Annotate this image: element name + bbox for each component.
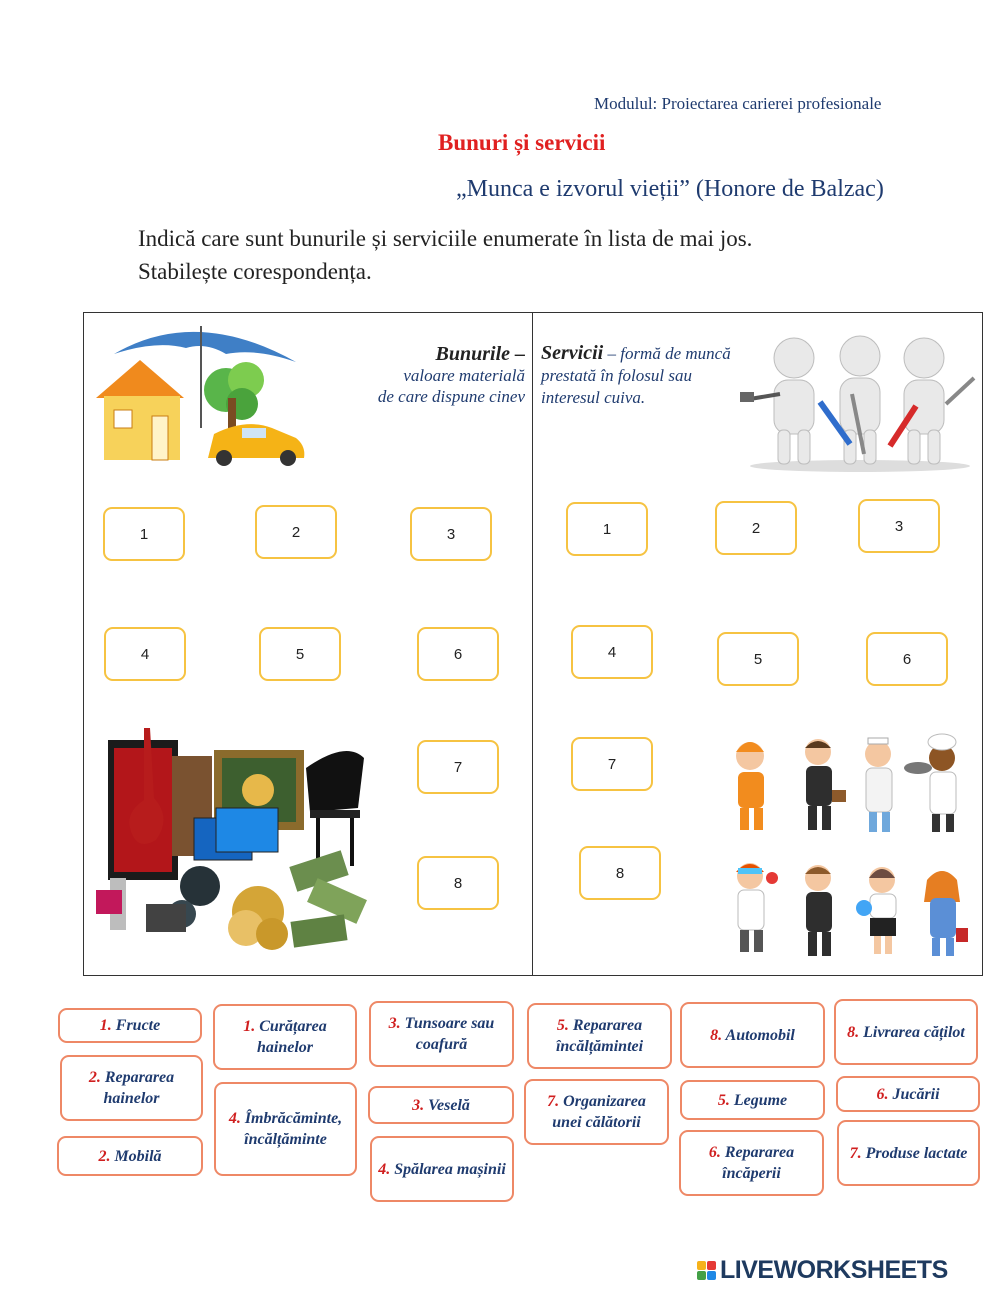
card-label: Repararea hainelor — [103, 1069, 175, 1107]
quote: „Munca e izvorul vieții” (Honore de Balzac) — [456, 176, 884, 202]
card-number: 1. — [99, 1017, 112, 1034]
services-slot-6[interactable]: 6 — [866, 632, 948, 686]
card-vesela[interactable] — [368, 1086, 514, 1124]
column-divider — [532, 312, 533, 976]
card-number: 4. — [228, 1110, 241, 1127]
goods-slot-8[interactable]: 8 — [417, 856, 499, 910]
card-jucarii[interactable] — [836, 1076, 980, 1112]
services-heading-title: Servicii — [541, 342, 604, 364]
card-imbracaminte[interactable] — [214, 1082, 357, 1176]
card-label: Livrarea cățilot — [863, 1023, 965, 1041]
card-organizarea-calatorii[interactable] — [524, 1079, 669, 1145]
services-slot-8[interactable]: 8 — [579, 846, 661, 900]
card-label: Produse lactate — [865, 1144, 968, 1162]
card-label: Tunsoare sau coafură — [404, 1015, 495, 1053]
card-tunsoare[interactable] — [369, 1001, 514, 1067]
services-slot-4[interactable]: 4 — [571, 625, 653, 679]
goods-desc-line-2: de care dispune cinev — [377, 387, 525, 406]
card-number: 6. — [708, 1144, 721, 1161]
card-label: Organizarea unei călătorii — [552, 1093, 646, 1131]
card-number: 7. — [849, 1144, 862, 1162]
card-legume[interactable] — [680, 1080, 825, 1120]
card-label: Legume — [733, 1091, 788, 1109]
services-desc-line-2: prestată în folosul sau — [541, 366, 692, 385]
card-fructe[interactable] — [58, 1008, 202, 1043]
goods-slot-2[interactable]: 2 — [255, 505, 337, 559]
card-repararea-incaperii[interactable] — [679, 1130, 824, 1196]
card-spalarea-masinii[interactable] — [370, 1136, 514, 1202]
card-number: 3. — [412, 1096, 425, 1114]
card-label: Veselă — [428, 1096, 470, 1114]
card-label: Repararea încălțămintei — [555, 1017, 644, 1055]
card-label: Automobil — [725, 1026, 795, 1044]
services-desc-line-3: interesul cuiva. — [541, 388, 646, 407]
card-produse-lactate[interactable] — [837, 1120, 980, 1186]
card-mobila[interactable] — [57, 1136, 203, 1176]
card-label: Spălarea mașinii — [394, 1160, 506, 1178]
goods-heading-title: Bunurile – — [435, 343, 525, 365]
card-number: 6. — [876, 1085, 889, 1103]
card-number: 5. — [556, 1017, 569, 1034]
services-slot-7[interactable]: 7 — [571, 737, 653, 791]
card-curatarea-hainelor[interactable] — [213, 1004, 357, 1070]
card-number: 2. — [88, 1069, 101, 1086]
card-number: 8. — [847, 1023, 860, 1041]
card-repararea-hainelor[interactable] — [60, 1055, 203, 1121]
card-label: Fructe — [115, 1017, 161, 1034]
page-title: Bunuri și servicii — [438, 130, 606, 155]
liveworksheets-logo — [697, 1256, 948, 1285]
card-automobil[interactable] — [680, 1002, 825, 1068]
goods-heading — [320, 344, 525, 407]
card-label: Jucării — [892, 1085, 940, 1103]
card-label: Repararea încăperii — [722, 1144, 795, 1182]
instruction-line-2: Stabilește corespondența. — [138, 259, 372, 284]
card-number: 1. — [243, 1018, 256, 1035]
instructions — [138, 222, 752, 288]
card-livrarea-catilot[interactable] — [834, 999, 978, 1065]
services-slot-1[interactable]: 1 — [566, 502, 648, 556]
card-number: 4. — [378, 1160, 391, 1178]
module-label: Modulul: Proiectarea carierei profesionale — [594, 94, 882, 113]
services-desc-line-1: – formă de muncă — [603, 344, 731, 363]
services-slot-2[interactable]: 2 — [715, 501, 797, 555]
card-number: 2. — [98, 1147, 111, 1165]
house-umbrella-car-illustration — [96, 318, 308, 466]
goods-slot-6[interactable]: 6 — [417, 627, 499, 681]
logo-text: LIVEWORKSHEETS — [720, 1256, 948, 1284]
card-label: Mobilă — [114, 1147, 162, 1165]
services-heading — [541, 342, 771, 409]
card-repararea-incaltamintei[interactable] — [527, 1003, 672, 1069]
card-label: Îmbrăcăminte, încălțăminte — [244, 1110, 343, 1148]
card-number: 8. — [710, 1026, 723, 1044]
services-slot-5[interactable]: 5 — [717, 632, 799, 686]
goods-desc-line-1: valoare materială — [403, 366, 525, 385]
card-number: 5. — [717, 1091, 730, 1109]
goods-slot-4[interactable]: 4 — [104, 627, 186, 681]
card-number: 3. — [388, 1015, 401, 1032]
services-slot-3[interactable]: 3 — [858, 499, 940, 553]
figures-with-tools-illustration — [740, 334, 980, 472]
card-label: Curățarea hainelor — [256, 1018, 327, 1056]
goods-slot-1[interactable]: 1 — [103, 507, 185, 561]
goods-slot-5[interactable]: 5 — [259, 627, 341, 681]
card-number: 7. — [547, 1093, 560, 1110]
valuables-collage-illustration — [96, 728, 376, 962]
instruction-line-1: Indică care sunt bunurile și serviciile enumerate în lista de mai jos. — [138, 226, 753, 251]
professions-illustration — [724, 728, 980, 964]
goods-slot-7[interactable]: 7 — [417, 740, 499, 794]
goods-slot-3[interactable]: 3 — [410, 507, 492, 561]
liveworksheets-logo-icon — [697, 1261, 716, 1280]
